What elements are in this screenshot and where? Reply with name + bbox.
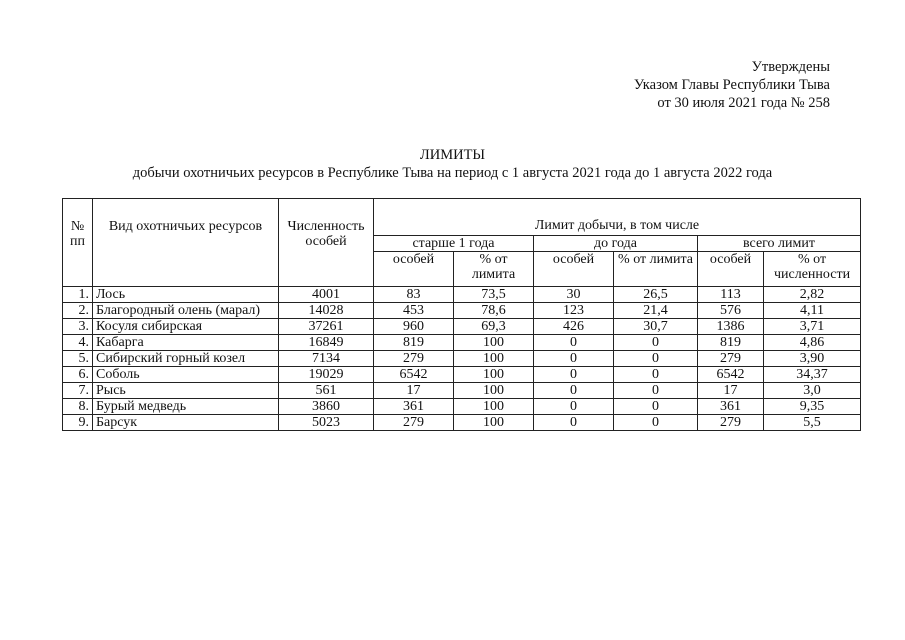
cell-resource: Лось (93, 287, 279, 303)
cell-younger-pct: 0 (614, 399, 698, 415)
cell-resource: Соболь (93, 367, 279, 383)
cell-younger-pct: 30,7 (614, 319, 698, 335)
table-row (63, 351, 861, 367)
cell-resource: Рысь (93, 383, 279, 399)
cell-number: 8. (63, 399, 93, 415)
table-row (63, 335, 861, 351)
cell-number: 1. (63, 287, 93, 303)
cell-older-pct: 100 (454, 367, 534, 383)
approval-line-3: от 30 июля 2021 года № 258 (657, 95, 830, 111)
cell-population: 561 (279, 383, 374, 399)
cell-younger-pct: 0 (614, 351, 698, 367)
cell-younger-count: 123 (534, 303, 614, 319)
header-resource: Вид охотничьих ресурсов (93, 199, 279, 287)
cell-total-pct: 3,71 (764, 319, 861, 335)
table-row (63, 287, 861, 303)
header-total: всего лимит (698, 236, 861, 252)
approval-line-2: Указом Главы Республики Тыва (633, 77, 830, 93)
cell-population: 3860 (279, 399, 374, 415)
cell-younger-pct: 21,4 (614, 303, 698, 319)
cell-resource: Бурый медведь (93, 399, 279, 415)
document-heading (0, 146, 905, 182)
cell-total-count: 576 (698, 303, 764, 319)
cell-total-count: 819 (698, 335, 764, 351)
document-subtitle: добычи охотничьих ресурсов в Республике Тыва на период с 1 августа 2021 года до 1 августа 2022 года (132, 165, 773, 181)
cell-population: 4001 (279, 287, 374, 303)
cell-resource: Кабарга (93, 335, 279, 351)
cell-younger-pct: 0 (614, 335, 698, 351)
cell-younger-count: 0 (534, 335, 614, 351)
cell-total-count: 279 (698, 351, 764, 367)
cell-number: 6. (63, 367, 93, 383)
header-older-individuals: особей (374, 252, 454, 287)
document-title: ЛИМИТЫ (419, 147, 486, 163)
cell-total-pct: 4,86 (764, 335, 861, 351)
cell-total-pct: 34,37 (764, 367, 861, 383)
cell-total-count: 279 (698, 415, 764, 431)
cell-total-pct: 9,35 (764, 399, 861, 415)
cell-number: 7. (63, 383, 93, 399)
cell-population: 37261 (279, 319, 374, 335)
cell-resource: Косуля сибирская (93, 319, 279, 335)
cell-population: 5023 (279, 415, 374, 431)
cell-older-pct: 100 (454, 351, 534, 367)
cell-total-count: 113 (698, 287, 764, 303)
table-row (63, 415, 861, 431)
approval-block (634, 58, 830, 112)
cell-total-count: 1386 (698, 319, 764, 335)
limits-table (62, 198, 861, 431)
cell-population: 7134 (279, 351, 374, 367)
cell-older-count: 960 (374, 319, 454, 335)
header-total-individuals: особей (698, 252, 764, 287)
cell-total-pct: 2,82 (764, 287, 861, 303)
cell-resource: Сибирский горный козел (93, 351, 279, 367)
header-younger: до года (534, 236, 698, 252)
cell-younger-pct: 26,5 (614, 287, 698, 303)
cell-younger-count: 0 (534, 399, 614, 415)
cell-older-pct: 78,6 (454, 303, 534, 319)
cell-older-pct: 100 (454, 415, 534, 431)
cell-number: 5. (63, 351, 93, 367)
table-row (63, 367, 861, 383)
cell-younger-pct: 0 (614, 415, 698, 431)
cell-population: 16849 (279, 335, 374, 351)
table-row (63, 303, 861, 319)
table-row (63, 399, 861, 415)
cell-number: 2. (63, 303, 93, 319)
cell-total-count: 6542 (698, 367, 764, 383)
cell-older-pct: 73,5 (454, 287, 534, 303)
cell-younger-count: 0 (534, 351, 614, 367)
cell-total-pct: 3,90 (764, 351, 861, 367)
cell-younger-count: 426 (534, 319, 614, 335)
header-population: Численность особей (279, 199, 374, 287)
header-younger-pct: % от лимита (614, 252, 698, 287)
cell-younger-pct: 0 (614, 367, 698, 383)
header-younger-individuals: особей (534, 252, 614, 287)
cell-total-count: 17 (698, 383, 764, 399)
table-row (63, 319, 861, 335)
cell-older-count: 6542 (374, 367, 454, 383)
cell-younger-count: 0 (534, 383, 614, 399)
table-row (63, 383, 861, 399)
header-limit: Лимит добычи, в том числе (374, 199, 861, 236)
cell-number: 9. (63, 415, 93, 431)
cell-resource: Барсук (93, 415, 279, 431)
cell-older-count: 819 (374, 335, 454, 351)
cell-total-pct: 5,5 (764, 415, 861, 431)
header-total-pct: % от численности (764, 252, 861, 287)
approval-line-1: Утверждены (751, 59, 830, 75)
header-older-pct: % от лимита (454, 252, 534, 287)
cell-older-count: 361 (374, 399, 454, 415)
cell-older-pct: 69,3 (454, 319, 534, 335)
cell-younger-count: 0 (534, 367, 614, 383)
cell-number: 4. (63, 335, 93, 351)
cell-older-pct: 100 (454, 383, 534, 399)
cell-older-count: 17 (374, 383, 454, 399)
cell-younger-count: 0 (534, 415, 614, 431)
cell-resource: Благородный олень (марал) (93, 303, 279, 319)
cell-total-pct: 3,0 (764, 383, 861, 399)
cell-younger-count: 30 (534, 287, 614, 303)
header-older: старше 1 года (374, 236, 534, 252)
cell-older-pct: 100 (454, 335, 534, 351)
cell-total-count: 361 (698, 399, 764, 415)
cell-total-pct: 4,11 (764, 303, 861, 319)
cell-younger-pct: 0 (614, 383, 698, 399)
cell-older-count: 83 (374, 287, 454, 303)
cell-population: 14028 (279, 303, 374, 319)
cell-number: 3. (63, 319, 93, 335)
cell-older-count: 279 (374, 351, 454, 367)
header-number: № пп (63, 199, 93, 287)
cell-older-pct: 100 (454, 399, 534, 415)
cell-population: 19029 (279, 367, 374, 383)
cell-older-count: 453 (374, 303, 454, 319)
cell-older-count: 279 (374, 415, 454, 431)
